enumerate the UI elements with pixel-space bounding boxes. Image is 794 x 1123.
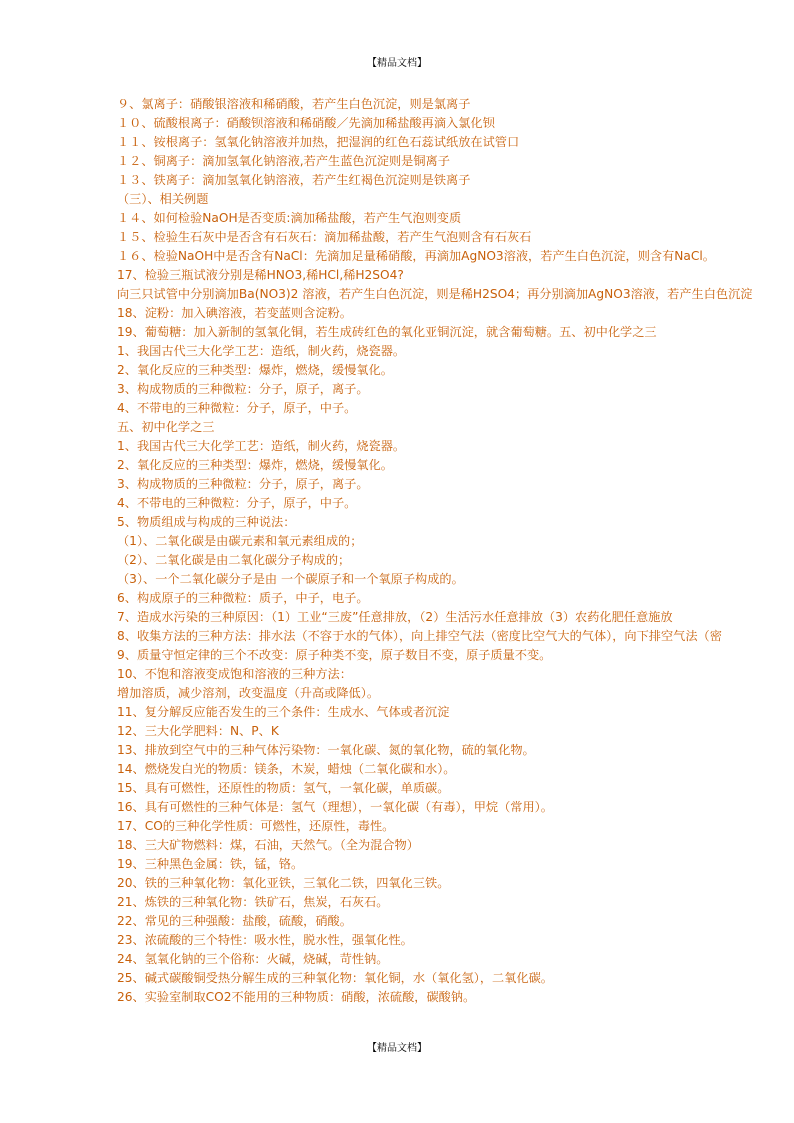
text-line: 6、构成原子的三种微粒：质子，中子，电子。 (117, 591, 369, 605)
text-line: 18、三大矿物燃料：煤，石油，天然气。（全为混合物） (117, 838, 419, 852)
text-line: 1、我国古代三大化学工艺：造纸，制火药，烧瓷器。 (117, 344, 406, 358)
text-line: 26、实验室制取CO2不能用的三种物质：硝酸，浓硫酸，碳酸钠。 (117, 990, 476, 1004)
text-line: 5、物质组成与构成的三种说法： (117, 515, 296, 529)
document-body (117, 95, 794, 1007)
text-line: 3、构成物质的三种微粒：分子，原子，离子。 (117, 477, 369, 491)
text-line: （1）、二氧化碳是由碳元素和氧元素组成的； (117, 534, 363, 548)
text-line: １３、铁离子：滴加氢氧化钠溶液，若产生红褐色沉淀则是铁离子 (117, 173, 471, 187)
text-line: 15、具有可燃性，还原性的物质：氢气，一氧化碳，单质碳。 (117, 781, 450, 795)
text-line: 21、炼铁的三种氧化物：铁矿石，焦炭，石灰石。 (117, 895, 389, 909)
text-line: １２、铜离子：滴加氢氧化钠溶液,若产生蓝色沉淀则是铜离子 (117, 154, 450, 168)
text-line: 2、氧化反应的三种类型：爆炸，燃烧，缓慢氧化。 (117, 363, 393, 377)
text-line: 12、三大化学肥料：N、P、K (117, 724, 279, 738)
text-line: 17、检验三瓶试液分别是稀HNO3,稀HCl,稀H2SO4? (117, 268, 404, 282)
text-line: 14、燃烧发白光的物质：镁条，木炭，蜡烛（二氧化碳和水）。 (117, 762, 456, 776)
text-line: 增加溶质，减少溶剂，改变温度（升高或降低）。 (117, 686, 380, 700)
text-line: 4、不带电的三种微粒：分子，原子，中子。 (117, 401, 357, 415)
text-line: 19、三种黑色金属：铁，锰，铬。 (117, 857, 304, 871)
text-line: 4、不带电的三种微粒：分子，原子，中子。 (117, 496, 357, 510)
text-line: 8、收集方法的三种方法：排水法（不容于水的气体），向上排空气法（密度比空气大的气体），向下排空气法（密 (117, 629, 722, 643)
text-line: 25、碱式碳酸铜受热分解生成的三种氧化物：氧化铜，水（氧化氢），二氧化碳。 (117, 971, 553, 985)
text-line: 向三只试管中分别滴加Ba(NO3)2 溶液，若产生白色沉淀，则是稀H2SO4；再分别滴加AgNO3溶液，若产生白色沉淀 (117, 287, 753, 301)
text-line: （3）、一个二氧化碳分子是由 一个碳原子和一个氧原子构成的。 (117, 572, 464, 586)
text-line: １６、检验NaOH中是否含有NaCl：先滴加足量稀硝酸，再滴加AgNO3溶液，若产生白色沉淀，则含有NaCl。 (117, 249, 715, 263)
text-line: 24、氢氧化钠的三个俗称：火碱，烧碱，苛性钠。 (117, 952, 389, 966)
text-line: 16、具有可燃性的三种气体是：氢气（理想），一氧化碳（有毒），甲烷（常用）。 (117, 800, 553, 814)
text-line: 20、铁的三种氧化物：氧化亚铁，三氧化二铁，四氧化三铁。 (117, 876, 450, 890)
text-line: 22、常见的三种强酸：盐酸，硫酸，硝酸。 (117, 914, 352, 928)
text-line: １４、如何检验NaOH是否变质:滴加稀盐酸，若产生气泡则变质 (117, 211, 462, 225)
text-line: １１、铵根离子：氢氧化钠溶液并加热，把湿润的红色石蕊试纸放在试管口 (117, 135, 520, 149)
text-line: 13、排放到空气中的三种气体污染物：一氧化碳、氮的氧化物，硫的氧化物。 (117, 743, 535, 757)
text-line: 1、我国古代三大化学工艺：造纸，制火药，烧瓷器。 (117, 439, 406, 453)
text-line: 17、CO的三种化学性质：可燃性，还原性，毒性。 (117, 819, 395, 833)
page-footer-label: 【精品文档】 (367, 1043, 427, 1054)
text-line: 11、复分解反应能否发生的三个条件：生成水、气体或者沉淀 (117, 705, 450, 719)
text-line: 18、淀粉：加入碘溶液，若变蓝则含淀粉。 (117, 306, 352, 320)
text-line: 7、造成水污染的三种原因：（1）工业“三废”任意排放，（2）生活污水任意排放（3）农药化肥任意施放 (117, 610, 673, 624)
text-line: 五、初中化学之三 (117, 420, 215, 434)
text-line: 19、葡萄糖：加入新制的氢氧化铜，若生成砖红色的氧化亚铜沉淀，就含葡萄糖。五、初中化学之三 (117, 325, 657, 339)
text-line: 3、构成物质的三种微粒：分子，原子，离子。 (117, 382, 369, 396)
text-line: （2）、二氧化碳是由二氧化碳分子构成的； (117, 553, 351, 567)
text-line: 10、不饱和溶液变成饱和溶液的三种方法： (117, 667, 352, 681)
text-line: （三）、相关例题 (117, 192, 209, 206)
text-line: １０、硫酸根离子：硝酸钡溶液和稀硝酸／先滴加稀盐酸再滴入氯化钡 (117, 116, 495, 130)
text-line: １５、检验生石灰中是否含有石灰石：滴加稀盐酸，若产生气泡则含有石灰石 (117, 230, 532, 244)
text-line: 2、氧化反应的三种类型：爆炸，燃烧，缓慢氧化。 (117, 458, 393, 472)
page-header-label: 【精品文档】 (367, 58, 427, 69)
text-line: 23、浓硫酸的三个特性：吸水性，脱水性，强氧化性。 (117, 933, 413, 947)
text-line: ９、氯离子：硝酸银溶液和稀硝酸，若产生白色沉淀，则是氯离子 (117, 97, 471, 111)
text-line: 9、质量守恒定律的三个不改变：原子种类不变，原子数目不变，原子质量不变。 (117, 648, 552, 662)
